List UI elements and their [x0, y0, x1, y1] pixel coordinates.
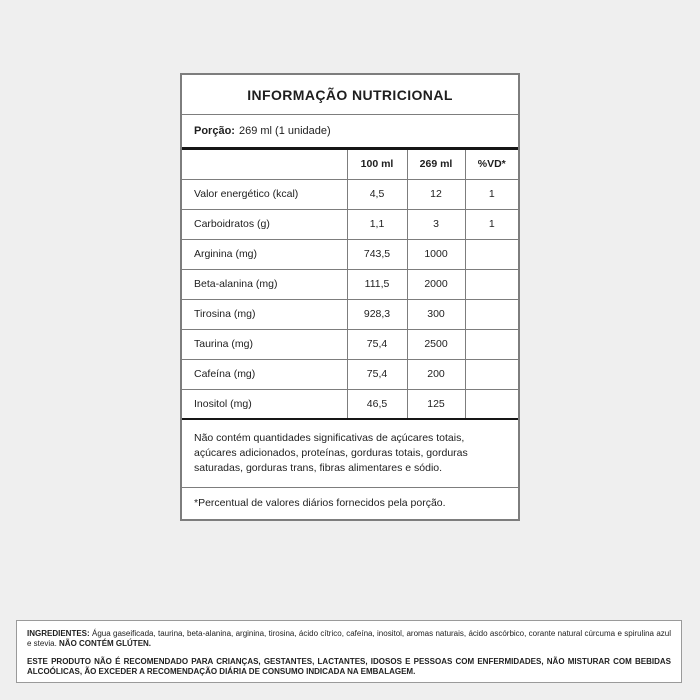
row-value-vd — [465, 389, 518, 419]
row-value-vd: 1 — [465, 209, 518, 239]
nutrition-facts-panel — [180, 73, 520, 521]
row-label: Beta-alanina (mg) — [182, 269, 347, 299]
row-value-269ml: 1000 — [407, 239, 465, 269]
table-row — [182, 239, 518, 269]
table-header-row — [182, 150, 518, 179]
no-significant-amounts-note: Não contém quantidades significativas de açúcares totais, açúcares adicionados, proteínas, gorduras totais, gorduras saturadas, gorduras trans, fibras alimentares e sódio. — [182, 420, 518, 488]
panel-title — [182, 75, 518, 115]
ingredients-list: Água gaseificada, taurina, beta-alanina, arginina, tirosina, ácido cítrico, cafeína, inositol, aromas naturais, ácido ascórbico, corante natural cúrcuma e spirulina azul e stevia. — [27, 629, 671, 649]
row-value-269ml: 125 — [407, 389, 465, 419]
ingredients-warning-box — [16, 620, 682, 683]
daily-value-footnote: *Percentual de valores diários fornecidos pela porção. — [194, 496, 446, 509]
row-value-269ml: 200 — [407, 359, 465, 389]
row-value-100ml: 75,4 — [347, 329, 407, 359]
row-value-vd — [465, 269, 518, 299]
gluten-notice: NÃO CONTÉM GLÚTEN. — [59, 639, 152, 649]
table-row — [182, 209, 518, 239]
column-header-empty — [182, 150, 347, 179]
row-label: Valor energético (kcal) — [182, 179, 347, 209]
row-value-100ml: 1,1 — [347, 209, 407, 239]
row-label: Tirosina (mg) — [182, 299, 347, 329]
portion-row — [182, 115, 518, 150]
ingredients-paragraph — [27, 629, 671, 650]
row-label: Carboidratos (g) — [182, 209, 347, 239]
row-value-100ml: 75,4 — [347, 359, 407, 389]
table-row — [182, 179, 518, 209]
table-row — [182, 299, 518, 329]
table-row — [182, 269, 518, 299]
row-value-vd — [465, 239, 518, 269]
row-value-269ml: 12 — [407, 179, 465, 209]
row-value-100ml: 928,3 — [347, 299, 407, 329]
ingredients-label: INGREDIENTES: — [27, 629, 90, 638]
row-value-vd — [465, 359, 518, 389]
portion-value: 269 ml (1 unidade) — [238, 125, 331, 137]
nutrition-values-table — [182, 150, 518, 420]
column-header-100ml: 100 ml — [347, 150, 407, 179]
row-value-vd — [465, 299, 518, 329]
row-label: Taurina (mg) — [182, 329, 347, 359]
row-value-100ml: 743,5 — [347, 239, 407, 269]
row-value-100ml: 4,5 — [347, 179, 407, 209]
row-value-100ml: 46,5 — [347, 389, 407, 419]
column-header-vd: %VD* — [465, 150, 518, 179]
row-value-100ml: 111,5 — [347, 269, 407, 299]
table-row — [182, 389, 518, 419]
row-label: Cafeína (mg) — [182, 359, 347, 389]
row-value-vd — [465, 329, 518, 359]
table-row — [182, 359, 518, 389]
table-row — [182, 329, 518, 359]
row-label: Arginina (mg) — [182, 239, 347, 269]
portion-label: Porção: — [194, 125, 235, 137]
panel-title-text: INFORMAÇÃO NUTRICIONAL — [247, 86, 453, 103]
row-value-269ml: 300 — [407, 299, 465, 329]
row-label: Inositol (mg) — [182, 389, 347, 419]
row-value-vd: 1 — [465, 179, 518, 209]
row-value-269ml: 3 — [407, 209, 465, 239]
row-value-269ml: 2500 — [407, 329, 465, 359]
row-value-269ml: 2000 — [407, 269, 465, 299]
consumption-warning: ESTE PRODUTO NÃO É RECOMENDADO PARA CRIANÇAS, GESTANTES, LACTANTES, IDOSOS E PESSOAS COM ENFERMIDADES, NÃO MISTURAR COM BEBIDAS ALCOÓLICAS, ÃO EXCEDER A RECOMENDAÇÃO DIÁRIA DE CONSUMO INDICADA NA EMBALAGEM. — [27, 656, 671, 677]
column-header-269ml: 269 ml — [407, 150, 465, 179]
